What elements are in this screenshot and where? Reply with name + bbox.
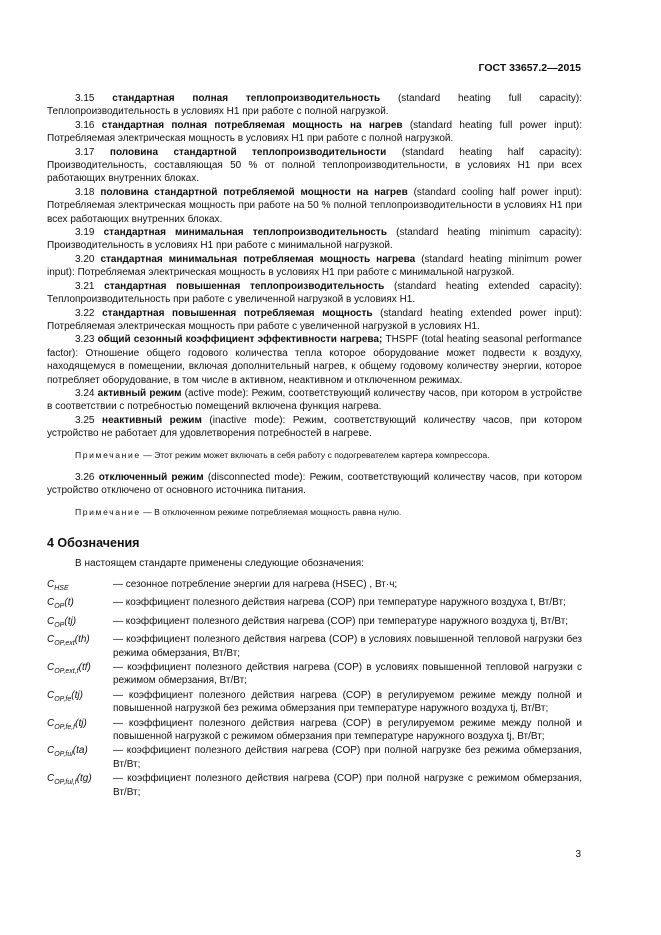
symbol-description: — коэффициент полезного действия нагрева (COP) в условиях повышенной тепловой нагрузки без режима обмерзания, Вт/Вт;	[113, 634, 582, 659]
document-body	[47, 92, 582, 800]
symbol-row	[47, 772, 582, 799]
definitions-list	[47, 92, 582, 441]
definition-item: 3.17 половина стандартной теплопроизводительности (standard heating half capacity): Производительность, составляющая 50 % от полной теплопроизводительности, в условиях H1 при всех работающих внутренних блоках.	[47, 146, 583, 185]
symbol-row	[47, 717, 582, 744]
section-intro: В настоящем стандарте применены следующие обозначения:	[75, 557, 364, 569]
symbol: $C_{OP,ful}(ta)$	[47, 745, 88, 759]
definition-item: 3.23 общий сезонный коэффициент эффективности нагрева; THSPF (total heating seasonal performance factor): Отношение общего годового количества тепла которое оборудование может подвести к воздуху, находящемуся в помещении, включая дополнительный нагрев, к общему годовому количеству энергии, которое потребляет оборудование, в том числе в активном, неактивном и отключенном режимах.	[47, 334, 582, 386]
definition-item: 3.20 стандартная минимальная потребляемая мощность нагрева (standard heating minimum power input): Потребляемая электрическая мощность в условиях H1 при работе с минимальной нагрузкой.	[47, 253, 583, 279]
symbol-description: — сезонное потребление энергии для нагрева (HSEC) , Вт·ч;	[113, 579, 398, 590]
symbol-row	[47, 578, 582, 595]
note-2: Примечание — В отключенном режиме потребляемая мощность равна нулю.	[75, 506, 402, 517]
symbol-row	[47, 596, 582, 613]
symbol-description: — коэффициент полезного действия нагрева (COP) в регулируемом режиме между полной и повышенной нагрузкой без режима обмерзания при температуре наружного воздуха tj, Вт/Вт;	[113, 689, 582, 715]
symbol-row	[47, 615, 582, 632]
document-header: ГОСТ 33657.2—2015	[478, 62, 581, 74]
definition-item: 3.24 активный режим (active mode): Режим, соответствующий количеству часов, при котором в устройстве в соответствии с потребностью помещений включена функция нагрева.	[47, 387, 583, 413]
symbol-description: — коэффициент полезного действия нагрева (COP) в регулируемом режиме между полной и повышенной нагрузкой с режимом обмерзания при температуре наружного воздуха tj, Вт/Вт;	[113, 717, 582, 743]
symbol-description: — коэффициент полезного действия нагрева (COP) при полной нагрузке без режима обмерзания, Вт/Вт;	[113, 745, 582, 770]
definition-item: 3.22 стандартная повышенная потребляемая мощность (standard heating extended power input): Потребляемая электрическая мощность при работе с увеличенной нагрузкой в условиях H1.	[47, 307, 582, 332]
definition-item: 3.25 неактивный режим (inactive mode): Режим, соответствующий количеству часов, при котором устройство не работает для удовлетворения потребностей в нагреве.	[47, 414, 582, 440]
page-number: 3	[575, 849, 581, 860]
symbol-row	[47, 744, 582, 771]
symbol: $C_{OP,ext,f}(tf)$	[47, 662, 91, 676]
definition-3-26: 3.26 отключенный режим (disconnected mode): Режим, соответствующий количеству часов, при котором устройство отключено от основного источника питания.	[47, 471, 583, 497]
symbol-row	[47, 689, 582, 716]
definition-item: 3.19 стандартная минимальная теплопроизводительность (standard heating minimum capacity): Производительность в условиях H1 при работе с минимальной нагрузкой.	[47, 227, 582, 252]
symbol-description: — коэффициент полезного действия нагрева (COP) при полной нагрузке с режимом обмерзания, Вт/Вт;	[113, 773, 582, 798]
symbol: $C_{OP,ext}(th)$	[47, 634, 90, 648]
symbol: $C_{OP,ful,f}(tg)$	[47, 773, 92, 787]
symbol: $C_{OP}(t)$	[47, 597, 74, 611]
definition-item: 3.21 стандартная повышенная теплопроизводительность (standard heating extended capacity): Теплопроизводительность при работе с увеличенной нагрузкой в условиях H1.	[47, 280, 582, 306]
symbol: $C_{OP,fe}(tj)$	[47, 689, 83, 703]
symbol-description: — коэффициент полезного действия нагрева (COP) в условиях повышенной тепловой нагрузки с режимом обмерзания, Вт/Вт;	[113, 662, 582, 687]
symbol: $C_{OP,fe,f}(tj)$	[47, 717, 87, 731]
section-title: 4 Обозначения	[47, 536, 140, 551]
definition-item: 3.18 половина стандартной потребляемой мощности на нагрев (standard cooling half power input): Потребляемая электрическая мощность при работе на 50 % полной теплопроизводительности в условиях H1 при всех работающих внутренних блоках.	[47, 186, 583, 225]
symbols-list	[47, 578, 582, 799]
note-1: Примечание — Этот режим может включать в себя работу с подогревателем картера компрессора.	[75, 449, 490, 460]
symbol: $C_{HSE}$	[47, 579, 69, 592]
symbol: $C_{OP}(tj)$	[47, 615, 77, 629]
symbol-row	[47, 633, 582, 660]
definition-item: 3.16 стандартная полная потребляемая мощность на нагрев (standard heating full power input): Потребляемая электрическая мощность в условиях H1 при работе с полной нагрузкой.	[47, 119, 582, 145]
symbol-description: — коэффициент полезного действия нагрева (COP) при температуре наружного воздуха tj, Вт/Вт;	[113, 615, 569, 627]
symbol-description: — коэффициент полезного действия нагрева (COP) при температуре наружного воздуха t, Вт/Вт;	[113, 597, 566, 609]
symbol-row	[47, 661, 582, 688]
definition-item: 3.15 стандартная полная теплопроизводительность (standard heating full capacity): Теплопроизводительность в условиях H1 при работе с полной нагрузкой.	[47, 93, 582, 118]
